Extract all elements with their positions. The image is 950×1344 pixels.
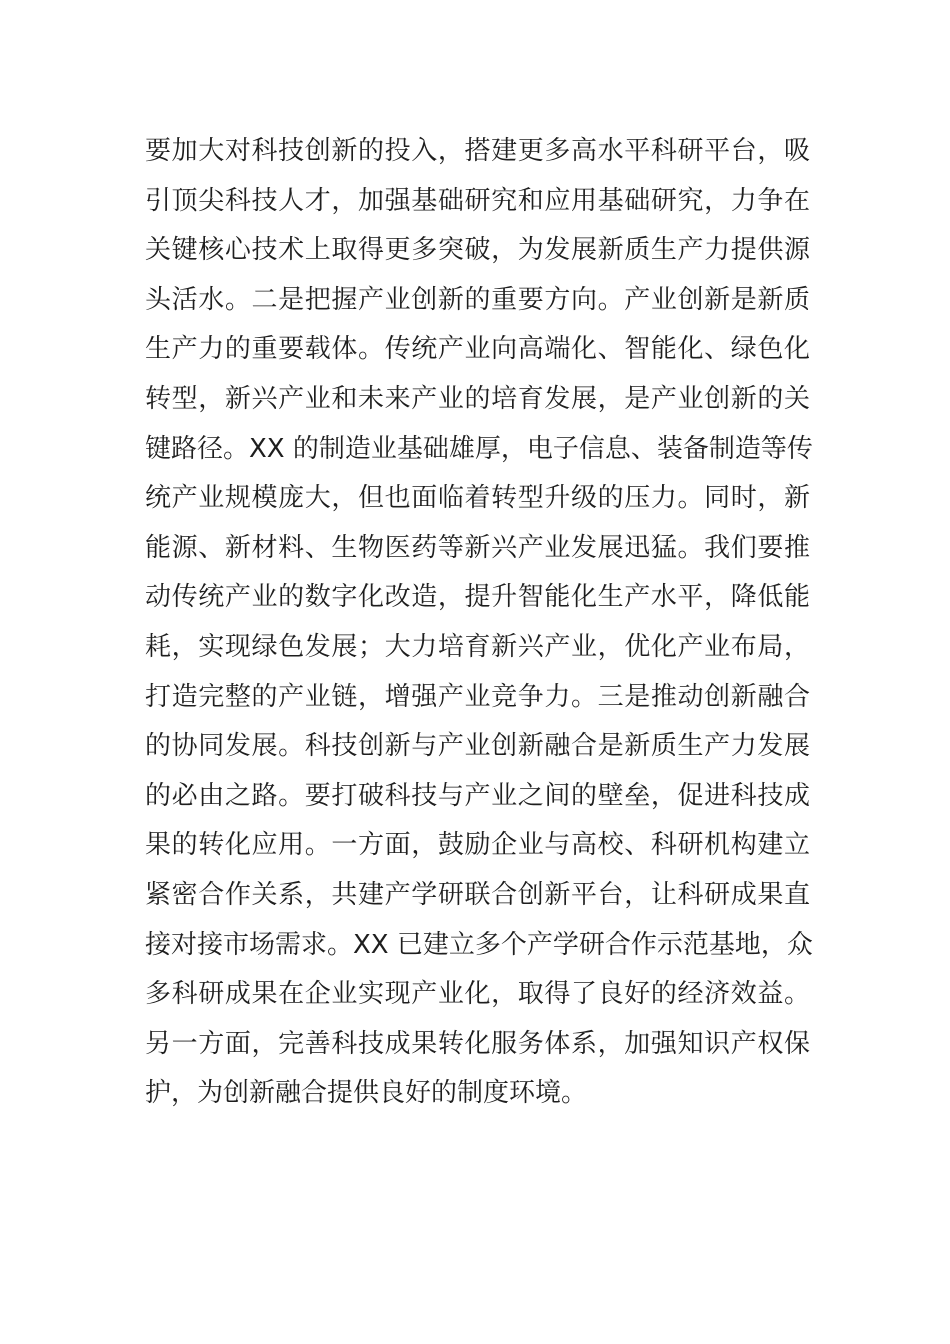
text-line: 生产力的重要载体。传统产业向高端化、智能化、绿色化 bbox=[145, 334, 810, 365]
text-line: 耗，实现绿色发展；大力培育新兴产业，优化产业布局， bbox=[145, 631, 810, 662]
text-line: 关键核心技术上取得更多突破，为发展新质生产力提供源 bbox=[145, 235, 810, 266]
text-line: 多科研成果在企业实现产业化，取得了良好的经济效益。 bbox=[145, 979, 810, 1010]
text-line: 引顶尖科技人才，加强基础研究和应用基础研究，力争在 bbox=[145, 185, 810, 216]
text-line: 接对接市场需求。XX 已建立多个产学研合作示范基地，众 bbox=[145, 929, 813, 960]
text-line: 的协同发展。科技创新与产业创新融合是新质生产力发展 bbox=[145, 731, 810, 762]
text-line: 护，为创新融合提供良好的制度环境。 bbox=[145, 1078, 588, 1109]
body-paragraph bbox=[145, 127, 813, 1119]
text-line: 键路径。XX 的制造业基础雄厚，电子信息、装备制造等传 bbox=[145, 433, 813, 464]
text-line: 紧密合作关系，共建产学研联合创新平台，让科研成果直 bbox=[145, 879, 810, 910]
text-line: 头活水。二是把握产业创新的重要方向。产业创新是新质 bbox=[145, 284, 810, 315]
text-line: 果的转化应用。一方面，鼓励企业与高校、科研机构建立 bbox=[145, 830, 810, 861]
text-line: 另一方面，完善科技成果转化服务体系，加强知识产权保 bbox=[145, 1028, 810, 1059]
text-line: 动传统产业的数字化改造，提升智能化生产水平，降低能 bbox=[145, 582, 810, 613]
text-line: 要加大对科技创新的投入，搭建更多高水平科研平台，吸 bbox=[145, 136, 810, 166]
text-line: 打造完整的产业链，增强产业竞争力。三是推动创新融合 bbox=[145, 681, 810, 712]
text-line: 的必由之路。要打破科技与产业之间的壁垒，促进科技成 bbox=[145, 780, 810, 811]
text-line: 统产业规模庞大，但也面临着转型升级的压力。同时，新 bbox=[145, 483, 810, 514]
text-line: 转型，新兴产业和未来产业的培育发展，是产业创新的关 bbox=[145, 383, 810, 414]
text-line: 能源、新材料、生物医药等新兴产业发展迅猛。我们要推 bbox=[145, 532, 810, 563]
